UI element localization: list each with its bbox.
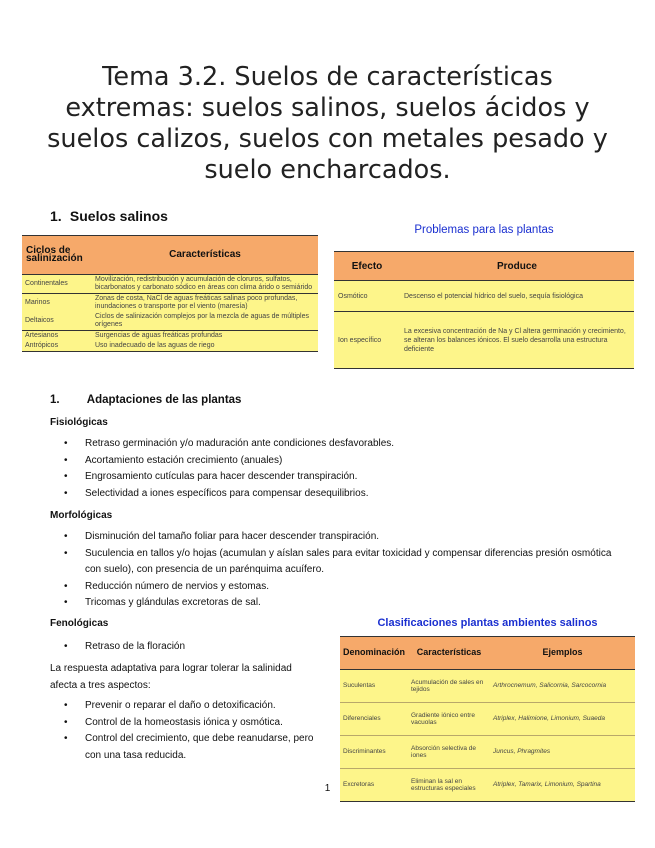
header-cycles: Ciclos de salinización <box>22 236 92 275</box>
list-item: • Reducción número de nervios y estomas. <box>64 579 614 596</box>
cycle-description: Ciclos de salinización complejos por la mezcla de aguas de múltiples orígenes <box>92 312 318 331</box>
table-row <box>340 736 635 769</box>
examples-cell: Arthrocnemum, Salicornia, Sarcocornia <box>490 670 635 703</box>
characteristics-cell: Eliminan la sal en estructuras especiales <box>408 769 490 802</box>
table-header-row <box>340 637 635 670</box>
table-row <box>334 281 634 312</box>
denomination-cell: Excretoras <box>340 769 408 802</box>
denomination-cell: Diferenciales <box>340 703 408 736</box>
classifications-table <box>340 636 635 802</box>
characteristics-cell: Acumulación de sales en tejidos <box>408 670 490 703</box>
effect-description: La excesiva concentración de Na y Cl altera germinación y crecimiento, se alteran los balances iónicos. El suelo desarrolla una estructura deficiente <box>400 312 634 369</box>
section-heading-suelos-salinos <box>50 208 168 224</box>
adaptive-response-paragraph: La respuesta adaptativa para lograr tolerar la salinidad afecta a tres aspectos: <box>50 663 292 691</box>
cycle-description: Uso inadecuado de las aguas de riego <box>92 341 318 352</box>
table-row <box>22 275 318 294</box>
list-item: • Engrosamiento cutículas para hacer descender transpiración. <box>64 469 394 486</box>
section-title: Suelos salinos <box>69 208 168 224</box>
header-produces: Produce <box>400 252 634 281</box>
table-row <box>334 312 634 369</box>
header-characteristics: Características <box>92 236 318 275</box>
subheading-fisiologicas: Fisiológicas <box>50 417 108 428</box>
header-examples: Ejemplos <box>490 637 635 670</box>
list-item: • Suculencia en tallos y/o hojas (acumulan y aíslan sales para evitar toxicidad y compensar diferencias presión osmótica con suelo), con presencia de un parénquima acuífero. <box>64 546 614 579</box>
list-item: • Prevenir o reparar el daño o detoxificación. <box>64 698 314 715</box>
header-characteristics: Características <box>408 637 490 670</box>
cycle-type: Deltaicos <box>22 312 92 331</box>
cycle-type: Continentales <box>22 275 92 294</box>
list-item: • Retraso de la floración <box>64 639 185 656</box>
section-number: 1. <box>50 394 60 406</box>
classifications-title: Clasificaciones plantas ambientes salinos <box>377 617 598 629</box>
characteristics-cell: Absorción selectiva de iones <box>408 736 490 769</box>
list-item: • Tricomas y glándulas excretoras de sal. <box>64 595 614 612</box>
subheading-morfologicas: Morfológicas <box>50 510 113 521</box>
denomination-cell: Suculentas <box>340 670 408 703</box>
section-number: 1. <box>50 208 62 224</box>
problems-title: Problemas para las plantas <box>414 224 554 236</box>
examples-cell: Atriplex, Tamarix, Limonium, Spartina <box>490 769 635 802</box>
table-header-row <box>22 236 318 275</box>
list-item: • Control del crecimiento, que debe reanudarse, pero con una tasa reducida. <box>64 731 314 764</box>
list-item: • Acortamiento estación crecimiento (anuales) <box>64 453 394 470</box>
denomination-cell: Discriminantes <box>340 736 408 769</box>
cycle-type: Artesianos <box>22 331 92 342</box>
list-item: • Selectividad a iones específicos para compensar desequilibrios. <box>64 486 394 503</box>
table-header-row <box>334 252 634 281</box>
effect-description: Descenso el potencial hídrico del suelo, sequía fisiológica <box>400 281 634 312</box>
examples-cell: Atriplex, Halimione, Limonium, Suaeda <box>490 703 635 736</box>
examples-cell: Juncus, Phragmites <box>490 736 635 769</box>
list-adaptive-response <box>64 698 314 764</box>
table-row <box>22 294 318 313</box>
header-denomination: Denominación <box>340 637 408 670</box>
list-fenologicas <box>64 639 185 656</box>
table-row <box>22 312 318 331</box>
document-title: Tema 3.2. Suelos de características extremas: suelos salinos, suelos ácidos y suelos calizos, suelos con metales pesado y suelo encharcados. <box>47 62 608 185</box>
section-title: Adaptaciones de las plantas <box>86 394 242 406</box>
list-item: • Disminución del tamaño foliar para hacer descender transpiración. <box>64 529 614 546</box>
problems-table <box>334 251 634 369</box>
cycle-description: Zonas de costa, NaCl de aguas freáticas salinas poco profundas, inundaciones o transporte por el viento (maresía) <box>92 294 318 313</box>
characteristics-cell: Gradiente iónico entre vacuolas <box>408 703 490 736</box>
table-row <box>22 331 318 342</box>
table-row <box>340 670 635 703</box>
list-item: • Control de la homeostasis iónica y osmótica. <box>64 715 314 732</box>
cycle-type: Antrópicos <box>22 341 92 352</box>
effect-name: Ion específico <box>334 312 400 369</box>
table-row <box>340 703 635 736</box>
cycle-description: Movilización, redistribución y acumulación de cloruros, sulfatos, bicarbonatos y carbonato sódico en áreas con clima árido o semiárido <box>92 275 318 294</box>
effect-name: Osmótico <box>334 281 400 312</box>
salinization-cycles-table <box>22 235 318 352</box>
subheading-fenologicas: Fenológicas <box>50 618 109 629</box>
list-item: • Retraso germinación y/o maduración ante condiciones desfavorables. <box>64 436 394 453</box>
header-effect: Efecto <box>334 252 400 281</box>
page-number: 1 <box>324 783 331 794</box>
table-row <box>22 341 318 352</box>
list-fisiologicas <box>64 436 394 502</box>
cycle-description: Surgencias de aguas freáticas profundas <box>92 331 318 342</box>
cycle-type: Marinos <box>22 294 92 313</box>
section-heading-adaptaciones <box>50 394 241 406</box>
list-morfologicas <box>64 529 614 612</box>
